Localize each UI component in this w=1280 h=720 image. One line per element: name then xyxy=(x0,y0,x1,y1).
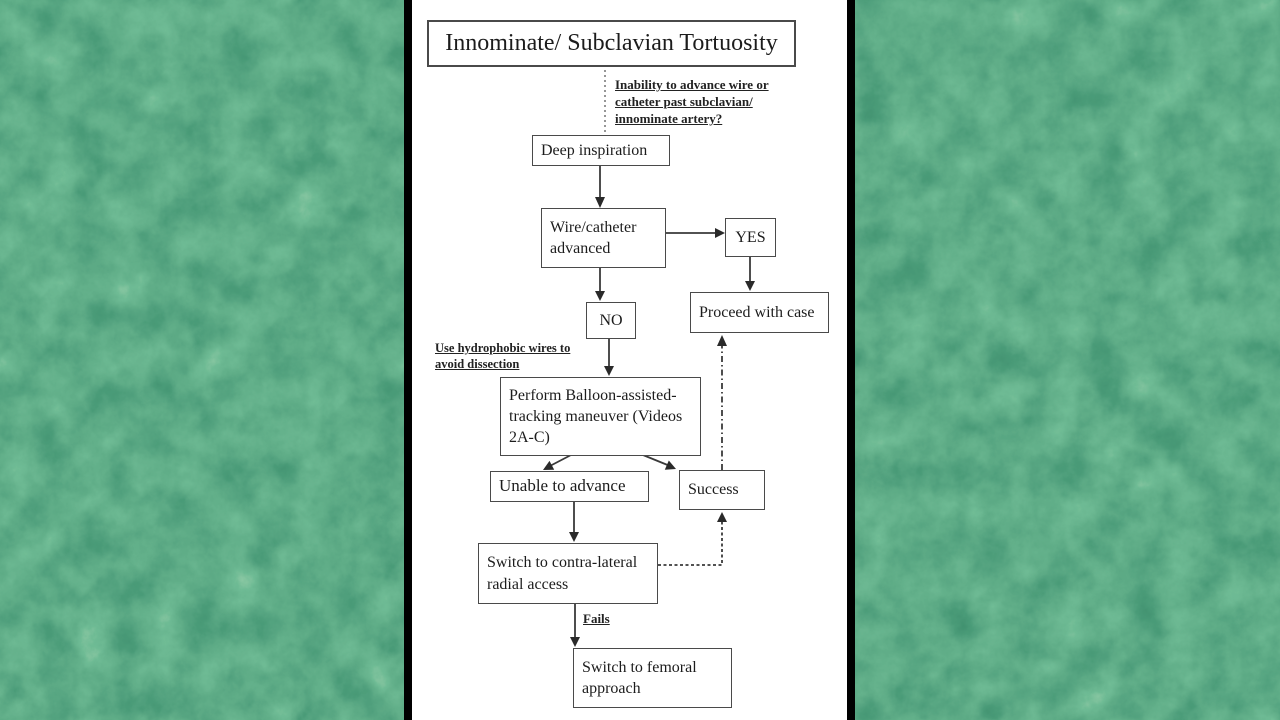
arrowhead-up xyxy=(717,335,727,346)
arrow-balloon-to-success xyxy=(643,455,670,466)
flowchart-title-text: Innominate/ Subclavian Tortuosity xyxy=(445,30,778,56)
node-no: NO xyxy=(586,302,636,339)
annotation-inability: Inability to advance wire or catheter past subclavian/ innominate artery? xyxy=(615,77,769,126)
node-contralateral-radial-access: Switch to contra-lateral radial access xyxy=(478,543,658,604)
node-success: Success xyxy=(679,470,765,510)
node-deep-inspiration: Deep inspiration xyxy=(532,135,670,166)
flowchart-panel xyxy=(412,0,847,720)
node-yes: YES xyxy=(725,218,776,257)
arrowhead-down xyxy=(745,281,755,291)
flowchart-title xyxy=(427,20,796,67)
arrowhead-down xyxy=(570,637,580,647)
arrowhead-up xyxy=(717,512,727,522)
node-balloon-assisted-tracking: Perform Balloon-assisted-tracking maneuver (Videos 2A-C) xyxy=(500,377,701,456)
arrowhead-down xyxy=(569,532,579,542)
node-proceed-with-case: Proceed with case xyxy=(690,292,829,333)
arrowhead-down xyxy=(604,366,614,376)
node-wire-catheter-advanced: Wire/catheter advanced xyxy=(541,208,666,268)
dashed-contra-to-success xyxy=(658,522,722,565)
green-marble-panel-right xyxy=(855,0,1280,720)
green-marble-panel-left xyxy=(0,0,404,720)
black-divider-left xyxy=(404,0,412,720)
arrowhead-down xyxy=(595,197,605,208)
node-femoral-approach: Switch to femoral approach xyxy=(573,648,732,708)
annotation-hydrophobic-wires: Use hydrophobic wires to avoid dissection xyxy=(435,341,571,371)
arrowhead-down xyxy=(595,291,605,301)
annotation-fails: Fails xyxy=(583,611,610,626)
black-divider-right xyxy=(847,0,855,720)
arrowhead-right xyxy=(715,228,725,238)
node-unable-to-advance: Unable to advance xyxy=(490,471,649,502)
